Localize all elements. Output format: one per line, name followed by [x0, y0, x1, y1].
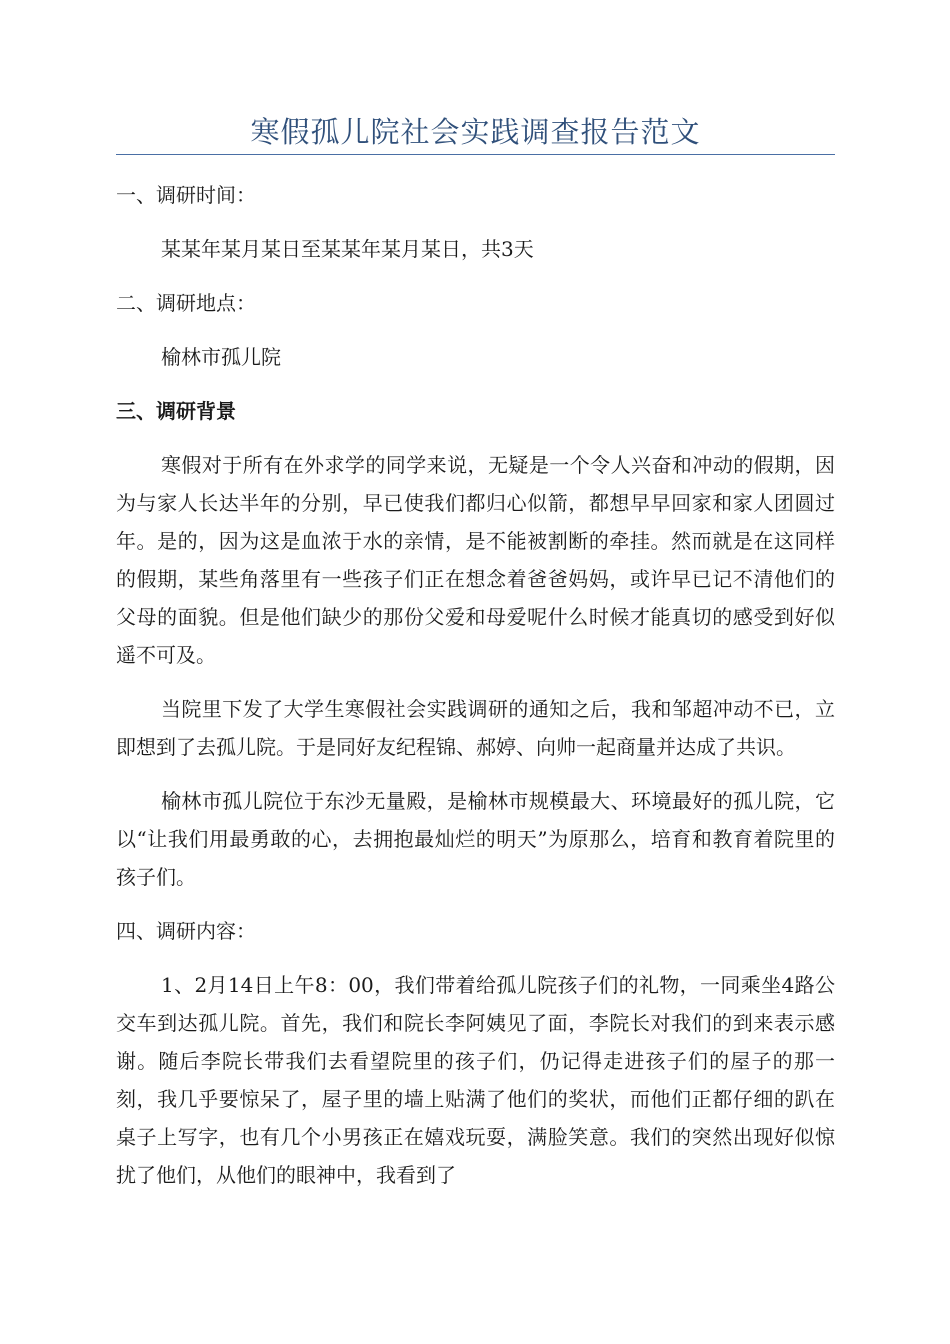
section-heading-background: 三、调研背景 [116, 399, 236, 423]
section-heading-place: 二、调研地点： [116, 291, 256, 315]
place-value: 榆林市孤儿院 [161, 345, 281, 369]
background-paragraph-1: 寒假对于所有在外求学的同学来说，无疑是一个令人兴奋和冲动的假期，因为与家人长达半年的分别，早已使我们都归心似箭，都想早早回家和家人团圆过年。是的，因为这是血浓于水的亲情，是不能被割断的牵挂。然而就是在这同样的假期，某些角落里有一些孩子们正在想念着爸爸妈妈，或许早已记不清他们的父母的面貌。但是他们缺少的那份父爱和母爱呢什么时候才能真切的感受到好似遥不可及。 [116, 453, 835, 667]
document-body [116, 176, 835, 1210]
section-heading-time: 一、调研时间： [116, 183, 256, 207]
content-paragraph-1: 1、2月14日上午8：00，我们带着给孤儿院孩子们的礼物，一同乘坐4路公交车到达孤儿院。首先，我们和院长李阿姨见了面，李院长对我们的到来表示感谢。随后李院长带我们去看望院里的孩子们，仍记得走进孩子们的屋子的那一刻，我几乎要惊呆了，屋子里的墙上贴满了他们的奖状，而他们正都仔细的趴在桌子上写字，也有几个小男孩正在嬉戏玩耍，满脸笑意。我们的突然出现好似惊扰了他们，从他们的眼神中，我看到了 [116, 973, 835, 1187]
document-title: 寒假孤儿院社会实践调查报告范文 [250, 115, 701, 149]
background-paragraph-3: 榆林市孤儿院位于东沙无量殿，是榆林市规模最大、环境最好的孤儿院，它以“让我们用最勇敢的心，去拥抱最灿烂的明天”为原那么，培育和教育着院里的孩子们。 [116, 789, 835, 889]
time-value: 某某年某月某日至某某年某月某日，共3天 [161, 237, 534, 261]
background-paragraph-2: 当院里下发了大学生寒假社会实践调研的通知之后，我和邹超冲动不已，立即想到了去孤儿院。于是同好友纪程锦、郝婷、向帅一起商量并达成了共识。 [116, 697, 835, 759]
title-underline [116, 154, 835, 155]
section-heading-content: 四、调研内容： [116, 919, 256, 943]
